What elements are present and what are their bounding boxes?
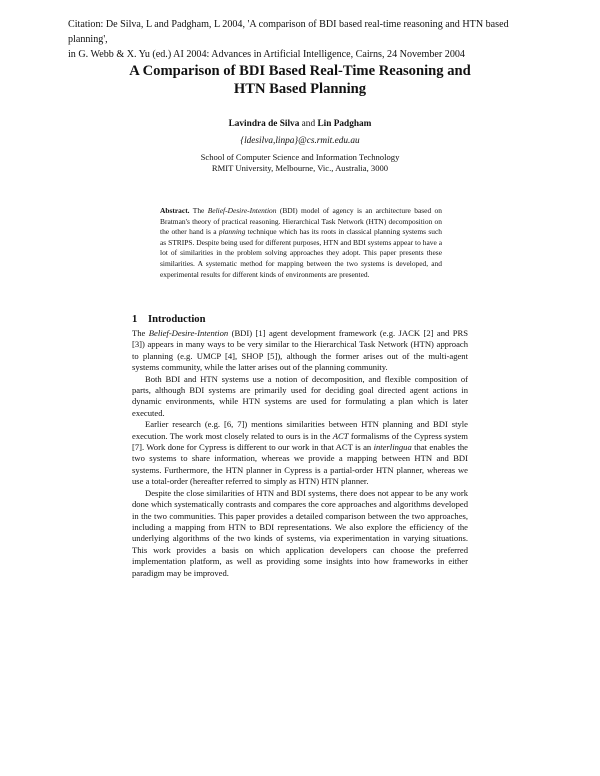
title-line: HTN Based Planning bbox=[233, 81, 367, 97]
paragraph-text: (BDI) [1] agent development framework (e.g. JACK [2] and PRS [3]) appears in many ways to be very similar to the Hierarchical Task Network (HTN) approach to planning (e.g. UMCP [4], SHOP [5]), although the former arises out of the multi-agent systems community, while the latter arises out of the planning community. bbox=[132, 328, 469, 373]
section-heading bbox=[132, 313, 472, 326]
abstract-text: technique which has its roots in classical planning systems such as STRIPS. Despite being used for different purposes, HTN and BDI systems appear to have a lot of similarities in the problem solving approaches they adopt. This paper presents these similarities. A systematic method for mapping between the two systems is developed, and experimental results for different kinds of environments are presented. bbox=[160, 227, 442, 279]
affiliation bbox=[60, 152, 540, 174]
citation-header bbox=[68, 17, 548, 62]
citation-line: Citation: De Silva, L and Padgham, L 2004, 'A comparison of BDI based real-time reasoning and HTN based planning', bbox=[68, 19, 509, 45]
paragraph bbox=[132, 419, 468, 487]
paragraph: Despite the close similarities of HTN and BDI systems, there does not appear to be any work done which systematically contrasts and compares the core approaches and algorithms developed in the two communities. This paper provides a detailed comparison between the two approaches, including a mapping from HTN to BDI representations. We also explore the efficiency of the underlying algorithms of the two kinds of systems, via experimentation in varying situations. This work provides a basis on which application developers can choose the preferred implementation platform, as well as providing some insights into how frameworks in either paradigm may be improved. bbox=[132, 487, 468, 578]
paragraph-text: that enables the two systems to share information, whereas we provide a mapping between HTN and BDI systems. Furthermore, the HTN planner in Cypress is a partial-order HTN planner, whereas we use a total-order (hereafter referred to simply as HTN) HTN planner. bbox=[132, 442, 469, 487]
author-email: {ldesilva,linpa}@cs.rmit.edu.au bbox=[240, 136, 360, 146]
abstract-label: Abstract. bbox=[160, 206, 190, 215]
section-number: 1 bbox=[132, 314, 138, 325]
paragraph-text: Earlier research (e.g. [6, 7]) mentions similarities between HTN planning and BDI style execution. The work most closely related to ours is in the bbox=[132, 419, 468, 441]
abstract-text: (BDI) model of agency is an architecture based on Bratman's theory of practical reasoning. Hierarchical Task Network (HTN) decomposition on the other hand is a bbox=[160, 206, 442, 237]
author-name: Lin Padgham bbox=[317, 119, 372, 129]
title-line: A Comparison of BDI Based Real-Time Reasoning and bbox=[129, 63, 471, 79]
affiliation-line: RMIT University, Melbourne, Vic., Australia, 3000 bbox=[211, 163, 389, 173]
paragraph-emphasis: Belief-Desire-Intention bbox=[148, 328, 229, 338]
paragraph-text: formalisms of the Cypress system [7]. Work done for Cypress is different to our work in that ACT is an bbox=[132, 430, 468, 453]
abstract bbox=[160, 206, 442, 280]
abstract-emphasis: planning bbox=[218, 227, 246, 237]
paragraph-emphasis: interlingua bbox=[373, 442, 412, 453]
abstract-emphasis: Belief-Desire-Intention bbox=[207, 206, 277, 215]
abstract-text: The bbox=[189, 206, 208, 215]
paragraph-text: The bbox=[132, 328, 149, 338]
author-name: Lavindra de Silva bbox=[228, 119, 300, 129]
paper-title bbox=[60, 62, 540, 98]
paragraph-emphasis: ACT bbox=[332, 430, 349, 441]
section-title: Introduction bbox=[148, 314, 206, 325]
author-conjunction: and bbox=[301, 119, 316, 129]
paragraph bbox=[132, 328, 468, 374]
author-list bbox=[60, 118, 540, 130]
body-text bbox=[132, 328, 468, 579]
paragraph: Both BDI and HTN systems use a notion of decomposition, and flexible composition of parts, although BDI systems are primarily used for deciding goal directed agent actions in dynamic environments, while HTN systems are used for formulating a plan which is later executed. bbox=[132, 373, 468, 418]
citation-line: in G. Webb & X. Yu (ed.) AI 2004: Advances in Artificial Intelligence, Cairns, 24 November 2004 bbox=[68, 49, 465, 60]
affiliation-line: School of Computer Science and Information Technology bbox=[200, 152, 400, 162]
